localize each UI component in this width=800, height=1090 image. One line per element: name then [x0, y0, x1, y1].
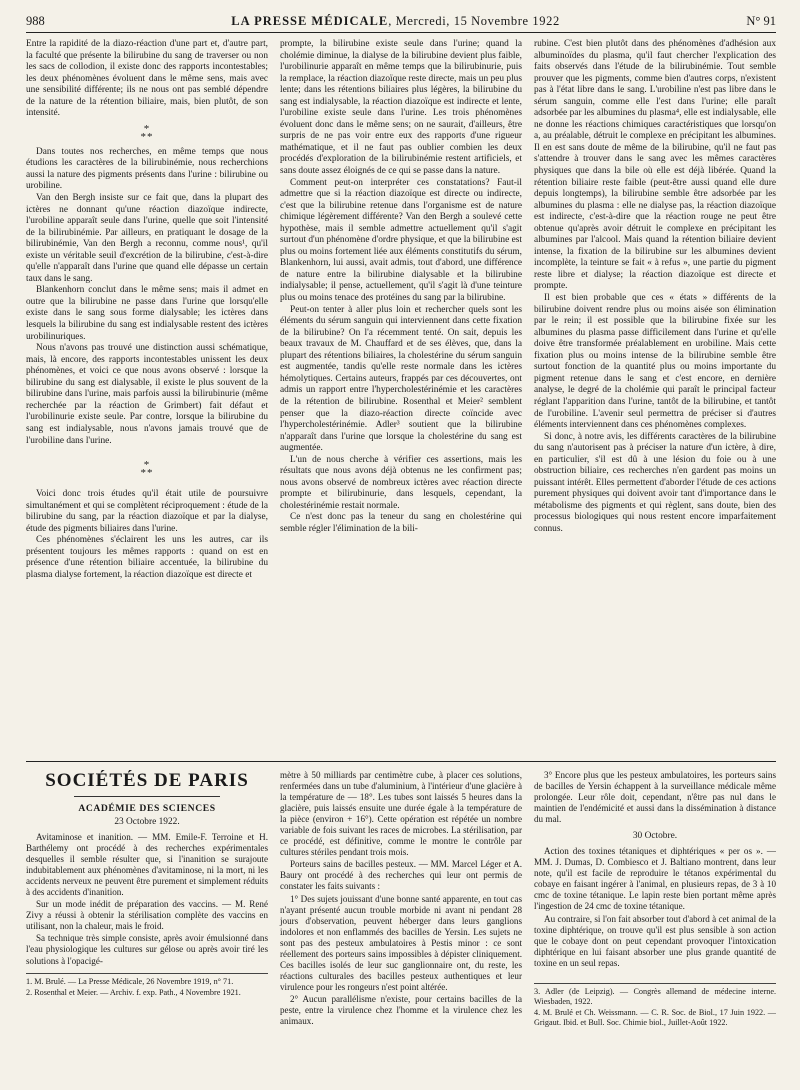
- paragraph: Entre la rapidité de la diazo-réaction d'une part et, d'autre part, la faculté que présente la bilirubine du sang de traverser ou non les sacs de collodion, il existe donc des rapports incontestables; les deux phénomènes évoluent dans le même sens, mais avec une sensibilité différente; ils ne nous ont pas semblé dépendre de la nature de la rétention biliaire, mais, bien plutôt, de son intensité.: [26, 39, 268, 119]
- section-divider: [26, 761, 776, 762]
- paragraph: Il est bien probable que ces « états » différents de la bilirubine doivent rendre plus ou moins aisée son élimination par le rein; il est possible que la bilirubine fixée sur les albumines du plasma passe difficilement dans l'urine et qu'elle doive être transformée préalablement en urobiline. Mais cette fixation plus ou moins intense de la bilirubine semble être surtout fonction de la quantité plus ou moins importante du pigment retenue dans le sang et c'est encore, en dernière analyse, le degré de la cholémie qui paraît le principal facteur réglant l'apparition dans l'urine, tantôt de la bilirubine, et tantôt de l'urobiline. L'avenir seul permettra de préciser si d'autres éléments interviennent dans ces phénomènes complexes.: [534, 293, 776, 431]
- asterism-stars-pair: **: [140, 130, 154, 143]
- session-date: 23 Octobre 1922.: [114, 817, 180, 827]
- paragraph: L'un de nous cherche à vérifier ces assertions, mais les résultats que nous avons déjà obtenus ne les confirment pas; nous avons observé de nombreux ictères avec réaction directe prompte et bilirubinurie, dans lesquels, cependant, la cholestérinémie restait normale.: [280, 454, 522, 511]
- issue-number: N° 91: [746, 14, 776, 28]
- paragraph: Avitaminose et inanition. — MM. Emile-F. Terroine et H. Barthélemy ont procédé à des recherches expérimentales desquelles il semble résulter que, si l'inanition se surajoute indubitablement aux phénomènes d'avitaminose, ni la mort, ni les accidents nerveux ne peuvent être purement et simplement réduits à des accidents d'inanition.: [26, 832, 268, 898]
- paragraph: Sa technique très simple consiste, après avoir émulsionné dans l'eau physiologique les cultures sur gélose ou après avoir tiré les solutions à l'opacigé-: [26, 933, 268, 966]
- academy-heading: ACADÉMIE DES SCIENCES: [78, 803, 216, 814]
- asterism-stars-pair: **: [140, 467, 154, 480]
- footnotes-right: [534, 983, 776, 1028]
- footnote: 1. M. Brulé. — La Presse Médicale, 26 Novembre 1919, n° 71.: [26, 976, 234, 986]
- societes-column-3: [534, 770, 776, 1090]
- footnotes-left: [26, 973, 268, 998]
- paragraph: 3° Encore plus que les pesteux ambulatoires, les porteurs sains de bacilles de Yersin échappent à la surveillance médicale même prolongée. Leur rôle doit, cependant, n'être pas nul dans le maintien de l'endémicité et aussi dans la dissémination à distance du mal.: [534, 770, 776, 825]
- paragraph: Porteurs sains de bacilles pesteux. — MM. Marcel Léger et A. Baury ont procédé à des recherches qui leur ont permis de constater les faits suivants :: [280, 859, 522, 892]
- footnote: 2. Rosenthal et Meier. — Archiv. f. exp. Path., 4 Novembre 1921.: [26, 987, 241, 997]
- session-date: 30 Octobre.: [632, 831, 678, 842]
- paragraph: Peut-on tenter à aller plus loin et rechercher quels sont les éléments du sérum sanguin qui interviennent dans cette fixation de la bilirubine? On l'a récemment tenté. On sait, depuis les beaux travaux de M. Chauffard et de ses élèves, que, dans la plupart des rétentions biliaires, la cholestérine du sérum sanguin est augmentée, tandis qu'elle reste normale dans les ictères hémolytiques. Certains auteurs, frappés par ces découvertes, ont admis un rapport entre l'hypercholestérinémie et les caractères de la rétention de bilirubine. Rosenthal et Meier² semblent penser que la diazo-réaction directe coïncide avec l'hypercholestérinémie. Adler³ soutient que la bilirubine n'apparaît dans l'urine que lorsque la cholestérine du sang est augmentée.: [280, 304, 522, 454]
- paragraph: Voici donc trois études qu'il était utile de poursuivre simultanément et qui se complètent réciproquement : étude de la bilirubine du sang, par la réaction diazoïque et par la dialyse, étude des pigments biliaires dans l'urine.: [26, 489, 268, 534]
- paragraph: Nous n'avons pas trouvé une distinction aussi schématique, mais, là encore, des rapports incontestables unissent les deux phénomènes, et voici ce que nous avons observé : lorsque la bilirubine du sang est dialysable, il existe le plus souvent de la bilirubine dans l'urine, mais parfois aussi la bilirubinurie (même recherchée par la réaction de Grimbert) fait défaut et l'urobilinurie existe seule. Par contre, lorsque la bilirubine du sang est indialysable, nous n'avons jamais trouvé que de l'urobiline dans l'urine.: [26, 343, 268, 446]
- article-columns: [26, 39, 776, 755]
- footnote: 3. Adler (de Leipzig). — Congrès allemand de médecine interne. Wiesbaden, 1922.: [534, 986, 776, 1006]
- paragraph: prompte, la bilirubine existe seule dans l'urine; quand la cholémie diminue, la dialyse de la bilirubine devient plus faible, l'urobilinurie apparaît en même temps que la bilirubinurie, puis la remplace, la réaction diazoïque reste directe, mais un peu plus lente; dans les rétentions biliaires plus légères, la bilirubine du sang est indialysable, la réaction diazoïque est indirecte et lente, l'urobiline existe seule dans l'urine. Les trois phénomènes évoluent donc dans le même sens; on ne saurait, d'ailleurs, être surpris de ne pas voir entre eux des rapports d'une rigueur mathématique, et il ne faut pas oublier combien les deux procédés d'exploration de la bilirubinémie restent artificiels, et sans doute assez éloignés de ce qui se passe dans la nature.: [280, 39, 522, 177]
- asterism: [26, 459, 268, 480]
- article-column-1: [26, 39, 268, 755]
- paragraph: 1° Des sujets jouissant d'une bonne santé apparente, en tout cas n'ayant présenté aucun trouble morbide ni avant ni pendant 28 jours d'observation, peuvent héberger dans leurs ganglions indolores et non enflammés des bacilles de Yersin. Les sujets ne sont pas des pesteux ambulatoires à Pestis minor : ce sont réellement des porteurs sains impossibles à dépister cliniquement. Ces bacilles isolés de leur suc ganglionnaire ont, du reste, les réactions culturales des bacilles pesteux authentiques et leur virulence pour les rongeurs n'est point altérée.: [280, 893, 522, 992]
- paragraph: Dans toutes nos recherches, en même temps que nous étudions les caractères de la bilirubinémie, nous recherchions aussi la nature des pigments présents dans l'urine : bilirubine ou urobiline.: [26, 146, 268, 192]
- paragraph: Ces phénomènes s'éclairent les uns les autres, car ils présentent toujours les mêmes rapports : quand on est en présence d'une rétention biliaire accentuée, la bilirubine du plasma dialyse fortement, la réaction diazoïque est directe et: [26, 535, 268, 580]
- paragraph: mètre à 50 milliards par centimètre cube, à placer ces solutions, renfermées dans un tube d'aluminium, à l'intérieur d'une glacière à la température de — 18°. Les tubes sont laissés 5 heures dans la glacière, puis laissés ensuite une durée égale à la température de la pièce (environ + 16°). Cette opération est répétée un nombre variable de fois suivant les races de microbes. La stérilisation, par ce procédé, est définitive, comme le montre le contrôle par cultures stériles pendant trois mois.: [280, 770, 522, 858]
- article-column-2: [280, 39, 522, 755]
- asterism-star: *: [143, 459, 151, 472]
- paragraph: Ce n'est donc pas la teneur du sang en cholestérine qui semble régler l'élimination de la bili-: [280, 512, 522, 534]
- paragraph: Blankenhorn conclut dans le même sens; mais il admet en outre que la bilirubine ne passe dans l'urine que lorsqu'elle existe dans le sang sous forme dialysable; les ictères dans lesquels la bilirubine du sang est indialysable restent des ictères urobilinuriques.: [26, 285, 268, 342]
- societes-column-1: [26, 770, 268, 1090]
- footnote: 4. M. Brulé et Ch. Weissmann. — C. R. Soc. de Biol., 17 Juin 1922. — Grigaut. Ibid. et Bull. Soc. Chimie biol., Juillet-Août 1922.: [534, 1007, 776, 1027]
- journal-title-line: LA PRESSE MÉDICALE, Mercredi, 15 Novembre 1922: [231, 14, 560, 28]
- article-column-3: [534, 39, 776, 755]
- asterism: [26, 122, 268, 143]
- section-title: SOCIÉTÉS DE PARIS: [45, 770, 249, 791]
- paragraph: Au contraire, si l'on fait absorber tout d'abord à cet animal de la toxine diphtérique, on trouve qu'il est plus sensible à son action que le cobaye dont on peut cependant provoquer l'intoxication diphtérique en lui faisant absorber une plus grande quantité de toxine en un seul repas.: [534, 913, 776, 968]
- page-header: [26, 14, 776, 33]
- societes-column-2: [280, 770, 522, 1090]
- asterism-star: *: [143, 122, 151, 135]
- paragraph: rubine. C'est bien plutôt dans des phénomènes d'adhésion aux albuminoïdes du plasma, qu'il faut chercher l'explication des faits observés dans l'étude de la bilirubinémie. Tout semble prouver que les pigments, comme bien d'autres corps, n'existent pas à l'état libre dans le sang. L'urobiline n'est pas libre dans le sérum sanguin, comme elle l'est dans l'urine; elle paraît adsorbée par les albumines du plasma⁴, elle est indialysable, elle ne donne les réactions chimiques caractéristiques que lorsqu'on a, au préalable, détruit le complexe en précipitant les albumines. Il en est sans doute de même de la bilirubine, qu'il ne faut pas s'attendre à trouver dans le sang avec les mêmes caractères physiques que dans la bile où elle est déjà libérée. Quand la rétention biliaire reste faible (peut-être aussi quand elle dure depuis longtemps), la bilirubine semble être adsorbée par les albumines du plasma : elle ne dialyse pas, la réaction diazoïque est indirecte, c'est-à-dire que la réaction rouge ne peut être obtenue qu'après avoir détruit le complexe en précipitant les albumines par l'alcool. Mais quand la rétention biliaire devient intense, la fixation de la bilirubine sur les albumines devient incomplète, la teinture se fait « à refus », une partie du pigment reste libre et dialyse; la réaction diazoïque est directe et prompte.: [534, 39, 776, 292]
- section-title-rule: [74, 796, 219, 797]
- paragraph: Si donc, à notre avis, les différents caractères de la bilirubine du sang n'autorisent pas à préciser la nature d'un ictère, à dire, en particulier, s'il est dû à une lésion du foie ou à une obstruction biliaire, ces recherches n'en gardent pas moins un puissant intérêt. Elles permettent d'aborder l'étude de ces actions purement physiques qui doivent avoir tant d'importance dans le métabolisme des pigments et qui règlent, sans doute, bien des processus biologiques qui nous restent encore imparfaitement connus.: [534, 431, 776, 534]
- journal-name: LA PRESSE MÉDICALE: [231, 14, 389, 28]
- societes-columns: [26, 770, 776, 1090]
- paragraph: 2° Aucun parallélisme n'existe, pour certains bacilles de la peste, entre la virulence chez l'homme et la virulence chez les animaux.: [280, 993, 522, 1027]
- page-number: 988: [26, 14, 45, 28]
- paragraph: Action des toxines tétaniques et diphtériques « per os ». — MM. J. Dumas, D. Combiesco et J. Baltiano montrent, dans leur note, qu'il est facile de reproduire le tétanos expérimental du cobaye en faisant ingérer à l'animal, en plusieurs repas, de 3 à 10 cmc de toxine tétanique. Le lapin reste bien portant même après l'ingestion de 24 cmc de toxine tétanique.: [534, 846, 776, 912]
- paragraph: Sur un mode inédit de préparation des vaccins. — M. René Zivy a réussi à obtenir la stérilisation complète des vaccins en utilisant, non la chaleur, mais le froid.: [26, 899, 268, 932]
- paragraph: Comment peut-on interpréter ces constatations? Faut-il admettre que si la réaction diazoïque est directe ou indirecte, c'est que la bilirubine retenue dans l'organisme est de nature chimique légèrement différente? Van den Bergh a soulevé cette hypothèse, mais il semble admettre actuellement qu'il s'agit surtout d'un phénomène d'ordre physique, et que la bilirubine est plus ou moins fortement liée aux éléments constitutifs du sérum, Blankenhorn, lui aussi, avait admis, tout d'abord, une différence de nature entre la bilirubine dialysable et la bilirubine indialysable; il pense, actuellement, qu'il s'agit là d'une teinture plus ou moins tenace des protéines du sang par la bilirubine.: [280, 177, 522, 304]
- paragraph: Van den Bergh insiste sur ce fait que, dans la plupart des ictères ne donnant qu'une réaction diazoïque indirecte, l'urobiline apparaît seule dans l'urine, quelle que soit l'intensité de la bilirubinémie. Par ailleurs, en pratiquant le dosage de la bilirubinémie, Van den Bergh a reconnu, comme nous¹, qu'il existe un véritable seuil d'excrétion de la bilirubine, c'est-à-dire qu'elle n'apparaît dans l'urine que quand elle dépasse un certain taux dans le sang.: [26, 193, 268, 284]
- issue-date: Mercredi, 15 Novembre 1922: [395, 14, 560, 28]
